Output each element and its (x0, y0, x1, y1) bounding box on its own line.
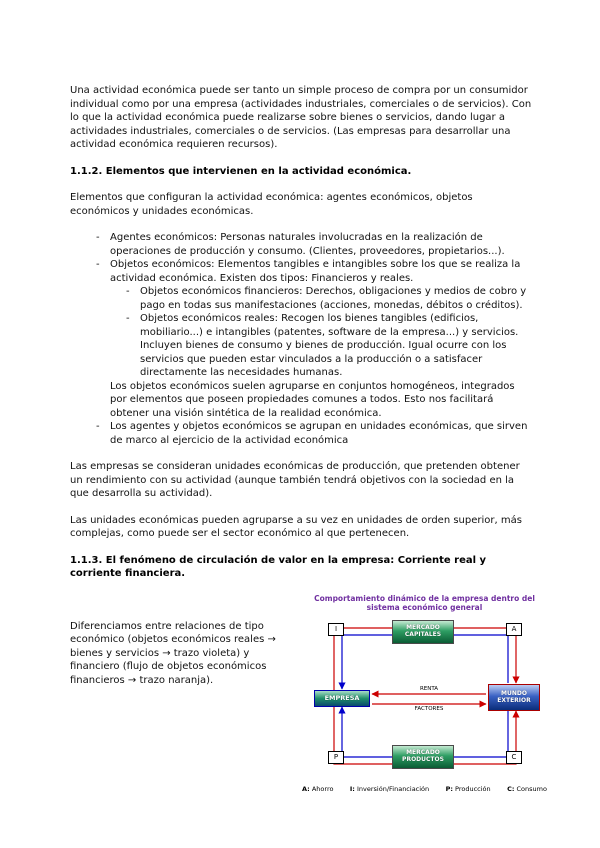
heading-1-1-2: 1.1.2. Elementos que intervienen en la actividad económica. (70, 165, 412, 177)
unidades-paragraph: Las unidades económicas pueden agruparse a su vez en unidades de orden superior, más complejas, como puede ser el sector económico al que pertenecen. (70, 514, 522, 539)
legend-key: I: (349, 785, 355, 794)
list-continuation-paragraph: Los objetos económicos suelen agruparse en conjuntos homogéneos, integrados por elementos que poseen propiedades comunes a todos. Esto nos facilitará obtener una visión sintética de la realidad económica. (110, 380, 515, 419)
legend-key: C: (507, 785, 515, 794)
box-mercado-productos: MERCADO PRODUCTOS (392, 745, 454, 769)
box-produccion: P (328, 751, 344, 764)
list-item-unidades (70, 420, 532, 447)
legend-value: Consumo (516, 785, 547, 794)
box-empresa: EMPRESA (314, 690, 370, 707)
list-item-text: Agentes económicos: Personas naturales involucradas en la realización de operaciones de producción y consumo. (Clientes, proveedores, propietarios...). (110, 232, 505, 257)
bullet-dash: - (126, 286, 130, 297)
list-item-objetos-reales (70, 312, 532, 380)
legend-key: P: (445, 785, 453, 794)
legend-value: Inversión/Financiación (356, 785, 430, 794)
box-mundo-exterior: MUNDO EXTERIOR (488, 684, 540, 711)
diagram-side-text: Diferenciamos entre relaciones de tipo económico (objetos económicos reales → bienes y servicios → trazo violeta) y financiero (flujo de objetos económicos financieros → trazo naranja). (70, 620, 276, 686)
legend-item-ahorro (302, 785, 333, 794)
elements-list (70, 231, 532, 447)
list-item-objetos (70, 258, 532, 285)
list-item-text: Los agentes y objetos económicos se agrupan en unidades económicas, que sirven de marco al ejercicio de la actividad económica (110, 421, 528, 446)
list-item-objetos-financieros (70, 285, 532, 312)
list-item-text: Objetos económicos: Elementos tangibles e intangibles sobre los que se realiza la actividad económica. Existen dos tipos: Financieros y reales. (110, 259, 521, 284)
list-item-text: Objetos económicos reales: Recogen los bienes tangibles (edificios, mobiliario...) e intangibles (patentes, software de la empresa...) y servicios. Incluyen bienes de consumo y bienes de producción. Igual ocurre con los servicios que pueden estar vinculados a la producción o a satisfacer directamente las necesidades humanas. (140, 313, 519, 378)
bullet-dash: - (96, 232, 100, 243)
empresas-paragraph: Las empresas se consideran unidades económicas de producción, que pretenden obtener un rendimiento con su actividad (aunque también tendrá objetivos con la sociedad en la que desarrolla su actividad). (70, 461, 520, 499)
box-consumo: C (506, 751, 522, 764)
bullet-dash: - (96, 259, 100, 270)
diagram-legend (302, 785, 547, 794)
box-ahorro: A (506, 623, 522, 636)
list-item-text: Objetos económicos financieros: Derechos, obligaciones y medios de cobro y pago en todas sus manifestaciones (acciones, monedas, débitos o créditos). (140, 286, 527, 311)
box-mercado-capitales: MERCADO CAPITALES (392, 620, 454, 644)
box-inversion: I (328, 623, 344, 636)
bullet-dash: - (96, 421, 100, 432)
heading-1-1-3: 1.1.3. El fenómeno de circulación de valor en la empresa: Corriente real y corriente financiera. (70, 554, 487, 579)
legend-item-produccion (446, 785, 491, 794)
legend-key: A: (302, 785, 310, 794)
renta-label: RENTA (419, 686, 439, 693)
list-item-agentes (70, 231, 532, 258)
legend-item-consumo (507, 785, 547, 794)
legend-item-inversion (350, 785, 429, 794)
circular-flow-diagram (302, 618, 547, 778)
elementos-paragraph: Elementos que configuran la actividad económica: agentes económicos, objetos económicos y unidades económicas. (70, 192, 473, 217)
factores-label: FACTORES (414, 706, 444, 713)
diagram-section (70, 593, 547, 795)
bullet-dash: - (126, 313, 130, 324)
diagram-title: Comportamiento dinámico de la empresa dentro del sistema económico general (314, 593, 535, 612)
legend-value: Ahorro (311, 785, 334, 794)
intro-paragraph: Una actividad económica puede ser tanto un simple proceso de compra por un consumidor individual como por una empresa (actividades industriales, comerciales o de servicios). Con lo que la actividad económica puede realizarse sobre bienes o servicios, dando lugar a actividades industriales, comerciales o de servicios. (Las empresas para desarrollar una actividad económica requieren recursos). (70, 85, 532, 150)
diagram-column (302, 594, 547, 795)
legend-value: Producción (455, 785, 491, 794)
